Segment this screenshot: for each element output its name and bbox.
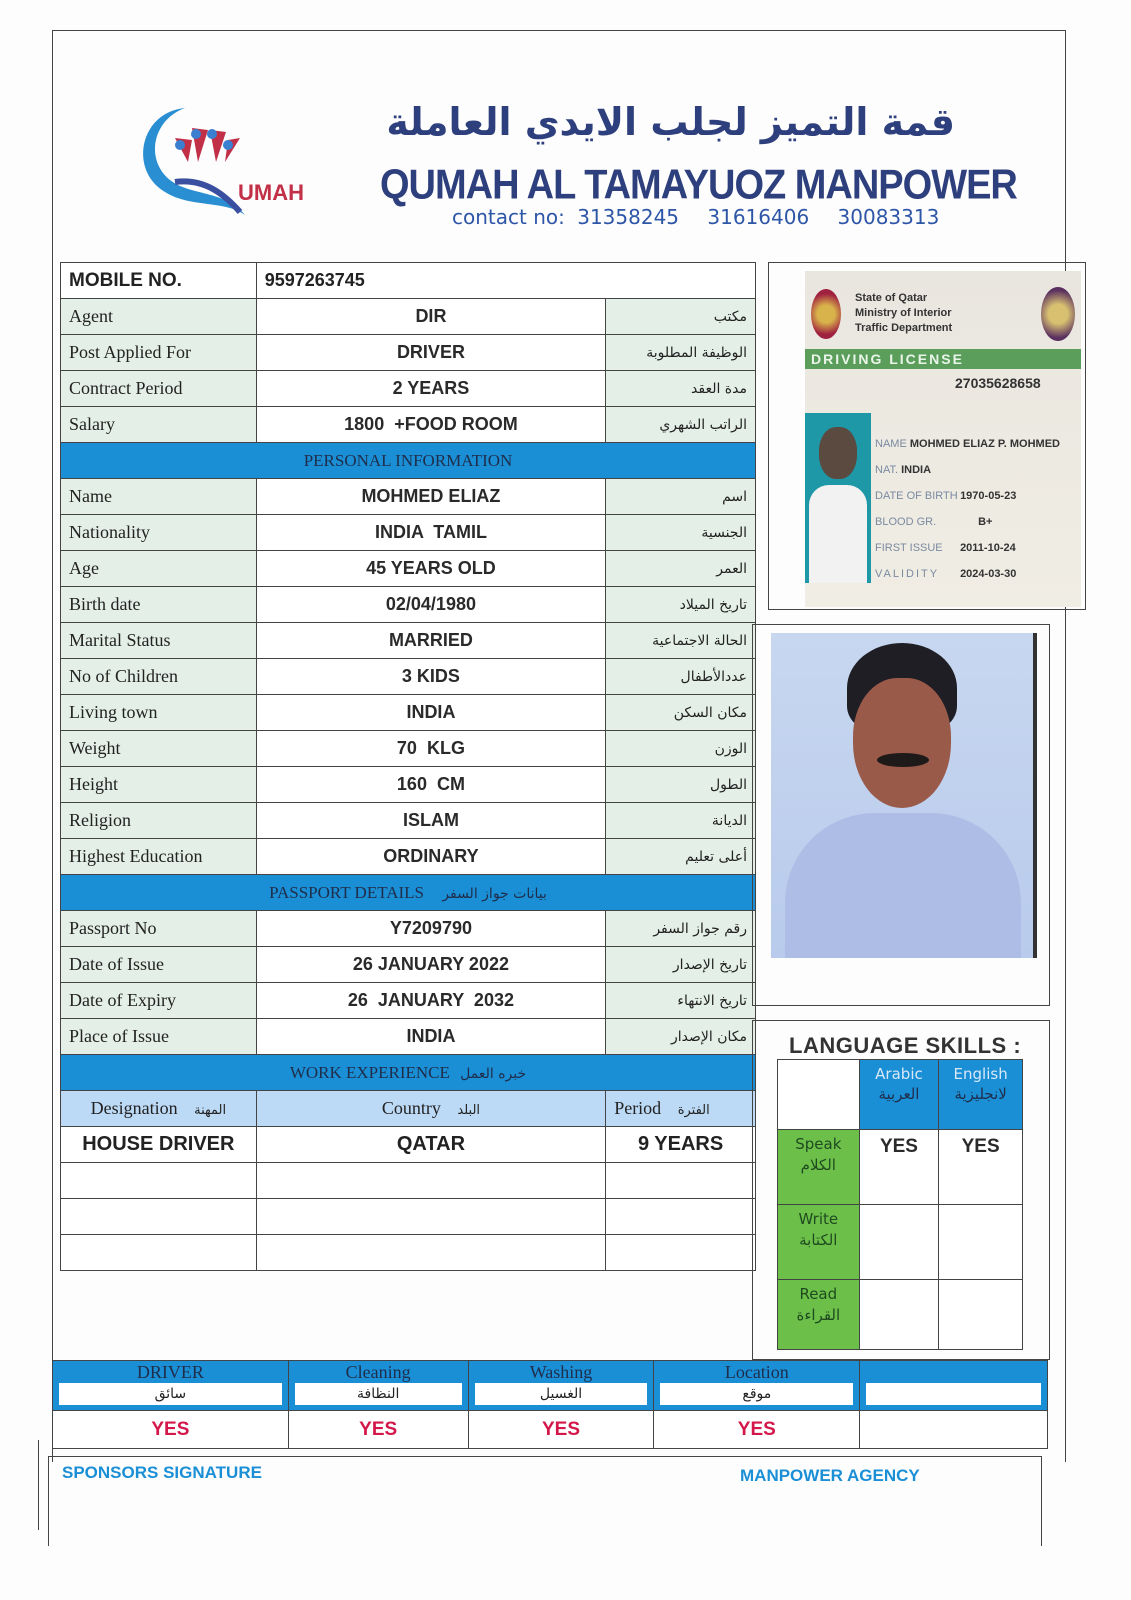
work-designation [61,1163,257,1199]
contact-number-3: 30083313 [837,205,940,229]
row-label: Place of Issue [61,1019,257,1055]
skill-header [288,1361,468,1411]
lang-row-write [778,1205,1023,1280]
name-value: MOHMED ELIAZ [256,479,605,515]
passport-number-value: Y7209790 [256,911,605,947]
row-value: 2 YEARS [256,371,605,407]
field-label: NAME [875,438,907,450]
lang-row-ar: القراءة [796,1306,841,1324]
lang-value [939,1205,1023,1280]
work-country [256,1199,605,1235]
section-title [61,875,756,911]
row-label-arabic: عددالأطفال [606,659,756,695]
header-en: Designation [90,1098,178,1118]
row-label: Highest Education [61,839,257,875]
row-value: INDIA TAMIL [256,515,605,551]
license-fields [875,431,1079,587]
row-value: INDIA [256,1019,605,1055]
skill-en: Washing [529,1362,593,1382]
gcc-emblem-icon [1041,287,1075,341]
info-row [61,407,756,443]
applicant-info-table [60,262,756,1271]
license-field [875,535,1079,561]
row-label-arabic: الديانة [606,803,756,839]
qatar-emblem-icon [811,289,841,339]
field-label-validity: VALIDITY [875,568,940,580]
header-ar: المهنة [194,1103,227,1118]
header-ar: الفترة [677,1103,710,1118]
work-period: 9 YEARS [606,1127,756,1163]
skill-ar [866,1383,1041,1405]
row-label: No of Children [61,659,257,695]
info-row [61,947,756,983]
skill-ar: الغسيل [475,1383,648,1405]
info-row [61,623,756,659]
skills-table [52,1360,1048,1449]
lang-corner [778,1060,860,1130]
field-value: MOHMED ELIAZ P. MOHMED [909,438,1060,450]
contact-number-1: 31358245 [577,205,680,229]
photo-mustache [877,753,929,767]
lang-col-en: Arabic [875,1065,923,1083]
skill-ar: النظافة [295,1383,462,1405]
row-label-arabic: مدة العقد [606,371,756,407]
company-name-english: QUMAH AL TAMAYUOZ MANPOWER [380,162,1017,209]
row-label-arabic: رقم جواز السفر [606,911,756,947]
lang-value [859,1280,939,1350]
lang-col-ar: العربية [878,1085,920,1103]
mobile-label: MOBILE NO. [61,263,257,299]
photo-face [853,678,951,808]
lang-col-arabic [859,1060,939,1130]
row-value: 26 JANUARY 2032 [256,983,605,1019]
row-label: Agent [61,299,257,335]
contact-line [452,205,961,229]
issuer-line: Traffic Department [855,322,953,334]
work-country [256,1235,605,1271]
row-label-arabic: العمر [606,551,756,587]
license-field [875,431,1079,457]
row-label-arabic: الوزن [606,731,756,767]
row-label-arabic: الراتب الشهري [606,407,756,443]
license-issuer [855,291,952,336]
language-skills-box [752,1020,1050,1360]
row-label-arabic: أعلى تعليم [606,839,756,875]
row-label: Nationality [61,515,257,551]
row-label: Height [61,767,257,803]
logo-text: UMAH [238,180,304,205]
info-row [61,803,756,839]
lang-row-read [778,1280,1023,1350]
info-row [61,335,756,371]
section-title-ar: بيانات جواز السفر [442,885,547,902]
contact-number-2: 31616406 [707,205,810,229]
row-label: Date of Expiry [61,983,257,1019]
row-label-arabic: مكتب [606,299,756,335]
info-row [61,659,756,695]
sponsor-signature-label: SPONSORS SIGNATURE [62,1463,262,1482]
work-header-row [61,1091,756,1127]
license-photo [805,413,871,583]
row-label: Religion [61,803,257,839]
photo-shirt [785,813,1021,958]
info-row [61,299,756,335]
salary-value: 1800 +FOOD ROOM [256,407,605,443]
work-row [61,1199,756,1235]
lang-row-label [778,1130,860,1205]
lang-row-en: Speak [795,1135,842,1153]
row-value: MARRIED [256,623,605,659]
info-row [61,479,756,515]
work-designation: HOUSE DRIVER [61,1127,257,1163]
issuer-line: State of Qatar [855,292,928,304]
lang-row-en: Read [799,1285,838,1303]
row-value: 02/04/1980 [256,587,605,623]
company-name-arabic: قمة التميز لجلب الايدي العاملة [386,100,955,144]
info-row [61,839,756,875]
section-header-personal [61,443,756,479]
license-band: DRIVING LICENSE [805,349,1081,369]
skill-header [654,1361,860,1411]
language-skills-table [777,1059,1023,1350]
applicant-photo [771,633,1037,958]
lang-header-row [778,1060,1023,1130]
skills-header-row [53,1361,1048,1411]
skill-en [860,1361,1047,1383]
section-title-ar: خبره العمل [460,1065,527,1082]
lang-row-ar: الكلام [800,1156,836,1174]
skill-value: YES [288,1411,468,1449]
skill-header [860,1361,1048,1411]
issuer-line: Ministry of Interior [855,307,952,319]
work-country [256,1163,605,1199]
skill-en: DRIVER [136,1362,204,1382]
row-label-arabic: الحالة الاجتماعية [606,623,756,659]
row-label-arabic: مكان الإصدار [606,1019,756,1055]
info-row [61,587,756,623]
license-field [875,561,1079,587]
row-value: INDIA [256,695,605,731]
mobile-row [61,263,756,299]
info-row [61,371,756,407]
info-row [61,983,756,1019]
license-field [875,457,1079,483]
license-field [875,483,1079,509]
row-value: DRIVER [256,335,605,371]
row-value: 45 YEARS OLD [256,551,605,587]
skill-value: YES [468,1411,654,1449]
license-box [768,262,1086,610]
row-value: 70 KLG [256,731,605,767]
lang-value [939,1280,1023,1350]
skills-value-row [53,1411,1048,1449]
section-title-en: WORK EXPERIENCE [289,1062,450,1082]
work-header-designation [61,1091,257,1127]
skill-en: Location [724,1362,789,1382]
lang-col-ar: لانجليزية [954,1085,1007,1103]
work-row [61,1235,756,1271]
row-label-arabic: اسم [606,479,756,515]
lang-value: YES [859,1130,939,1205]
field-value: B+ [978,516,993,528]
header-en: Period [614,1098,662,1118]
field-value: 1970-05-23 [960,490,1017,502]
driving-license-image [805,271,1081,607]
section-title [61,1055,756,1091]
header-ar: البلد [457,1103,481,1118]
row-value: 26 JANUARY 2022 [256,947,605,983]
row-label: Passport No [61,911,257,947]
work-header-country [256,1091,605,1127]
row-label: Name [61,479,257,515]
row-label: Date of Issue [61,947,257,983]
skill-en: Cleaning [345,1362,411,1382]
section-header-passport [61,875,756,911]
row-label: Salary [61,407,257,443]
field-label: BLOOD GR. [875,516,937,528]
row-label-arabic: تاريخ الميلاد [606,587,756,623]
info-row [61,551,756,587]
work-period [606,1199,756,1235]
work-period [606,1163,756,1199]
row-value: DIR [256,299,605,335]
skill-header [468,1361,654,1411]
field-value: 2011-10-24 [960,542,1016,554]
row-label: Weight [61,731,257,767]
row-label-arabic: الجنسية [606,515,756,551]
row-label: Marital Status [61,623,257,659]
skill-ar: موقع [660,1383,853,1405]
info-row [61,515,756,551]
field-value: INDIA [901,464,932,476]
license-field [875,509,1079,535]
info-row [61,911,756,947]
row-label-arabic: تاريخ الانتهاء [606,983,756,1019]
section-title-en: PASSPORT DETAILS [269,882,425,902]
lang-row-en: Write [798,1210,839,1228]
skill-value: YES [53,1411,289,1449]
row-label-arabic: مكان السكن [606,695,756,731]
field-value: 2024-03-30 [960,568,1017,580]
skill-value [860,1411,1048,1449]
work-row [61,1163,756,1199]
company-logo [130,100,330,220]
row-label-arabic: الطول [606,767,756,803]
skill-value: YES [654,1411,860,1449]
lang-col-english [939,1060,1023,1130]
lang-row-label [778,1280,860,1350]
row-label-arabic: الوظيفة المطلوبة [606,335,756,371]
mobile-value: 9597263745 [256,263,755,299]
contact-label: contact no: [452,205,565,229]
manpower-agency-label: MANPOWER AGENCY [740,1466,920,1485]
work-country: QATAR [256,1127,605,1163]
row-label-arabic: تاريخ الإصدار [606,947,756,983]
section-header-work [61,1055,756,1091]
row-value: 3 KIDS [256,659,605,695]
row-value: ISLAM [256,803,605,839]
work-period [606,1235,756,1271]
row-label: Age [61,551,257,587]
work-row [61,1127,756,1163]
skill-header [53,1361,289,1411]
field-label: FIRST ISSUE [875,542,943,554]
work-header-period [606,1091,756,1127]
info-row [61,731,756,767]
row-value: 160 CM [256,767,605,803]
license-number: 27035628658 [955,375,1041,391]
info-row [61,1019,756,1055]
info-row [61,767,756,803]
lang-value: YES [939,1130,1023,1205]
lang-row-speak [778,1130,1023,1205]
field-label: DATE OF BIRTH [875,490,958,502]
row-value: ORDINARY [256,839,605,875]
language-skills-title: LANGUAGE SKILLS : [789,1033,1022,1058]
row-label: Contract Period [61,371,257,407]
section-title: PERSONAL INFORMATION [61,443,756,479]
lang-value [859,1205,939,1280]
skill-ar: سائق [59,1383,282,1405]
info-row [61,695,756,731]
work-designation [61,1199,257,1235]
field-label: NAT. [875,464,899,476]
header-en: Country [381,1098,441,1118]
lang-row-label [778,1205,860,1280]
row-label: Post Applied For [61,335,257,371]
lang-col-en: English [953,1065,1008,1083]
row-label: Living town [61,695,257,731]
row-label: Birth date [61,587,257,623]
page-frame-lower-left [38,1440,40,1530]
photo-box [752,624,1050,1006]
lang-row-ar: الكتابة [799,1231,838,1249]
work-designation [61,1235,257,1271]
